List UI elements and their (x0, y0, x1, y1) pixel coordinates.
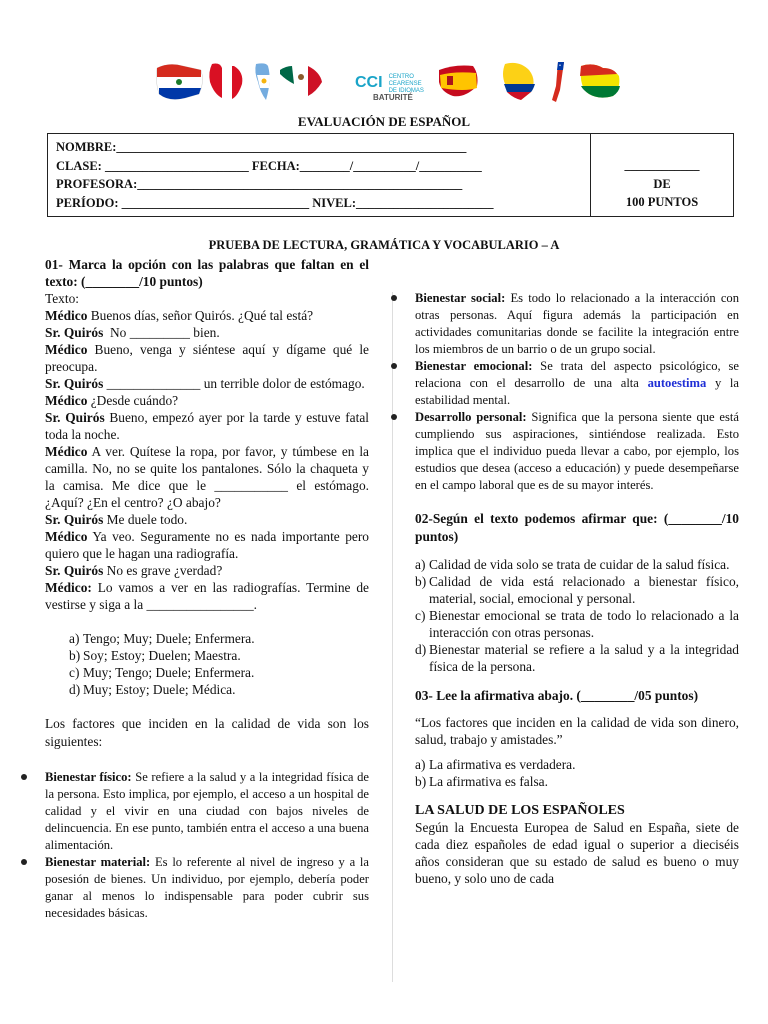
option-item[interactable] (45, 630, 369, 647)
option-letter: b) (415, 574, 427, 589)
speaker: Sr. Quirós (45, 512, 104, 527)
factor-item (415, 409, 739, 494)
dialogue-line (45, 324, 369, 341)
flags-banner (150, 56, 630, 112)
speaker: Sr. Quirós (45, 563, 104, 578)
speaker: Médico (45, 529, 88, 544)
dialogue-line (45, 443, 373, 511)
option-item[interactable] (391, 573, 739, 607)
factores-right-list (415, 290, 739, 494)
line-text: Ya veo. Seguramente no es nada importante pero quiero que le hagan una radiografía. (45, 529, 373, 561)
factor-highlight: autoestima (647, 376, 707, 390)
option-letter: c) (69, 665, 80, 680)
bullet-icon (391, 363, 397, 369)
bullet-icon (21, 859, 27, 865)
option-text: Soy; Estoy; Duelen; Maestra. (83, 648, 241, 663)
option-text: Calidad de vida solo se trata de cuidar de la salud física. (429, 557, 730, 572)
factor-text-after: y la estabilidad mental. (415, 376, 740, 407)
line-text: Lo vamos a ver en las radiografías. Termine de vestirse y siga a la ________________. (45, 580, 373, 612)
factor-term: Desarrollo personal: (415, 410, 527, 424)
line-text: No es grave ¿verdad? (103, 563, 223, 578)
option-letter: c) (415, 608, 426, 623)
option-text: Bienestar emocional se trata de todo lo relacionado a la interacción con otras personas. (429, 608, 739, 640)
factor-term: Bienestar físico: (45, 770, 132, 784)
name-field[interactable]: NOMBRE:________________________________________________________ (56, 140, 467, 154)
student-info-table (47, 133, 734, 217)
line-text: No _________ bien. (103, 325, 220, 340)
factor-item (45, 854, 369, 922)
speaker: Sr. Quirós (45, 325, 104, 340)
q2-options (391, 556, 739, 675)
q1-heading: 01- Marca la opción con las palabras que faltan en el texto: (________/10 puntos) (45, 257, 369, 289)
option-letter: a) (415, 557, 426, 572)
dialogue (45, 307, 373, 613)
option-letter: b) (69, 648, 81, 663)
option-text: La afirmativa es falsa. (429, 774, 548, 789)
option-letter: a) (69, 631, 80, 646)
factor-text: Se refiere a la salud y a la integridad física de la persona. Esto implica, por ejemplo, el acceso a un hospital de calidad y el vivir en una ciudad con bajos niveles de delincuencia. En ese punto, también entra el acceso a una buena alimentación. (45, 770, 369, 852)
factor-text: Se trata del aspecto psicológico, se relaciona con el desarrollo de una alta (415, 359, 739, 390)
option-letter: d) (69, 682, 81, 697)
page-title: EVALUACIÓN DE ESPAÑOL (297, 114, 471, 129)
factores-intro: Los factores que inciden en la calidad de vida son los siguientes: (45, 716, 369, 749)
option-text: Bienestar material se refiere a la salud y a la integridad física de la persona. (429, 642, 739, 674)
paraguay-flag (155, 62, 205, 102)
period-level-field[interactable]: PERÍODO: ______________________________ NIVEL:______________________ (56, 195, 494, 210)
option-text: Tengo; Muy; Duele; Enfermera. (83, 631, 255, 646)
speaker: Médico (45, 393, 88, 408)
line-text: Bueno, empezó ayer por la tarde y estuve fatal toda la noche. (45, 410, 373, 442)
texto-label: Texto: (45, 291, 80, 306)
dialogue-line (45, 392, 369, 409)
factor-text: Es lo referente al nivel de ingreso y a la posesión de bienes. Un individuo, por ejemplo, debería poder ganar al menos lo indispensable para poder cubrir sus necesidades básicas. (45, 855, 369, 920)
teacher-field[interactable]: PROFESORA:____________________________________________________ (56, 177, 463, 191)
q3-quote: “Los factores que inciden en la calidad de vida son dinero, salud, trabajo y amistades.” (415, 715, 739, 747)
line-text: A ver. Quítese la ropa, por favor, y túmbese en la camilla. No, no se quite los pantalones. Sólo la chaqueta y la camisa. Me dice que le ___________ el estómago. ¿Aquí? ¿En el centro? ¿O abajo? (45, 444, 373, 510)
dialogue-line (45, 562, 369, 579)
score-blank[interactable]: ____________ (624, 158, 700, 172)
salud-text: Según la Encuesta Europea de Salud en España, siete de cada diez españoles de edad igual o superior a dieciséis años consideran que su estado de salud es bueno o muy bueno, y solo uno de cada (415, 820, 739, 886)
left-column (45, 256, 373, 922)
section-title: PRUEBA DE LECTURA, GRAMÁTICA Y VOCABULARIO – A (208, 238, 560, 252)
right-column (415, 290, 739, 887)
logo-city: BATURITÉ (373, 93, 413, 102)
option-item[interactable] (391, 607, 739, 641)
score-de: DE (653, 176, 671, 191)
spain-flag (435, 62, 485, 102)
logo-subtitle-1: CENTRO (388, 74, 414, 80)
option-text: Calidad de vida está relacionado a bienestar físico, material, social, emocional y personal. (429, 574, 739, 606)
dialogue-line (45, 511, 369, 528)
factor-text: Significa que la persona siente que está cumpliendo sus aspiraciones, sintiéndose realizada. Esto implica que el individuo pueda llevar a cabo, por ejemplo, los estudios que desea (acceso a educación) y puede desempeñarse en el campo laboral que es de su mayor interés. (415, 410, 739, 492)
factor-term: Bienestar material: (45, 855, 151, 869)
option-item[interactable] (391, 641, 739, 675)
option-text: La afirmativa es verdadera. (429, 757, 576, 772)
option-item[interactable] (45, 681, 369, 698)
speaker: Médico: (45, 580, 92, 595)
dialogue-line (45, 409, 373, 443)
bullet-icon (391, 414, 397, 420)
dialogue-line (45, 579, 373, 613)
factor-term: Bienestar social: (415, 291, 506, 305)
q3-heading: 03- Lee la afirmativa abajo. (________/05 puntos) (415, 688, 699, 703)
line-text: ¿Desde cuándo? (87, 393, 179, 408)
cci-logo (355, 74, 445, 106)
dialogue-line (45, 307, 369, 324)
option-letter: b) (415, 774, 427, 789)
bullet-icon (21, 774, 27, 780)
option-item[interactable] (391, 756, 739, 773)
q1-options (45, 630, 369, 698)
q3-options (391, 756, 739, 790)
option-letter: d) (415, 642, 427, 657)
factor-item (45, 769, 369, 854)
dialogue-line (45, 375, 369, 392)
speaker: Médico (45, 308, 88, 323)
class-date-field[interactable]: CLASE: _______________________ FECHA:________/__________/__________ (56, 158, 482, 173)
mexico-flag (278, 62, 328, 102)
logo-text: CCI (355, 74, 383, 91)
bolivia-flag (575, 62, 625, 102)
speaker: Sr. Quirós (45, 376, 104, 391)
q2-heading: 02-Según el texto podemos afirmar que: (________/10 puntos) (415, 511, 739, 544)
speaker: Sr. Quirós (45, 410, 105, 425)
dialogue-line (45, 341, 373, 375)
factores-left-list (45, 769, 369, 922)
factor-term: Bienestar emocional: (415, 359, 533, 373)
bullet-icon (391, 295, 397, 301)
factor-item (415, 358, 739, 409)
speaker: Médico (45, 444, 88, 459)
colombia-flag (495, 62, 545, 102)
line-text: ______________ un terrible dolor de estómago. (103, 376, 365, 391)
option-item[interactable] (45, 664, 369, 681)
salud-title: LA SALUD DE LOS ESPAÑOLES (415, 803, 625, 818)
factor-item (415, 290, 739, 358)
option-text: Muy; Estoy; Duele; Médica. (83, 682, 236, 697)
option-item[interactable] (45, 647, 369, 664)
score-total: 100 PUNTOS (625, 195, 699, 209)
line-text: Me duele todo. (103, 512, 188, 527)
option-letter: a) (415, 757, 426, 772)
option-text: Muy; Tengo; Duele; Enfermera. (83, 665, 255, 680)
factor-text: Es todo lo relacionado a la interacción con otras personas. Aquí figura además la participación en actividades comunitarias donde se facilite la integración entre los miembros de un barrio o de un grupo social. (415, 291, 739, 356)
line-text: Bueno, venga y siéntese aquí y dígame qué le preocupa. (45, 342, 373, 374)
option-item[interactable] (391, 556, 739, 573)
speaker: Médico (45, 342, 88, 357)
dialogue-line (45, 528, 373, 562)
option-item[interactable] (391, 773, 739, 790)
logo-subtitle-2: CEARENSE (388, 81, 422, 87)
logo-subtitle-3: DE IDIOMAS (388, 88, 424, 94)
line-text: Buenos días, señor Quirós. ¿Qué tal está? (87, 308, 314, 323)
